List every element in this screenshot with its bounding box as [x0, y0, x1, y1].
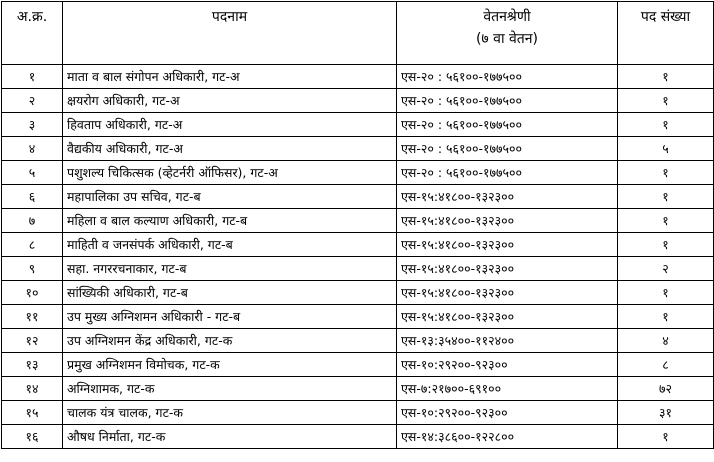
cell-pay-scale: एस-२० : ५६१००-१७७५०० [397, 137, 618, 161]
cell-serial: १२ [2, 329, 63, 353]
cell-post: प्रमुख अग्निशमन विमोचक, गट-क [63, 353, 397, 377]
cell-post: हिवताप अधिकारी, गट-अ [63, 113, 397, 137]
cell-count: ७२ [618, 377, 714, 401]
table-row [2, 233, 714, 257]
table-header [2, 2, 714, 65]
cell-pay-scale: एस-७:२१७००-६९१०० [397, 377, 618, 401]
cell-serial: ९ [2, 257, 63, 281]
cell-pay-scale: एस-१४:३८६००-१२२८०० [397, 425, 618, 449]
cell-pay-scale: एस-१५:४१८००-१३२३०० [397, 233, 618, 257]
cell-serial: ६ [2, 185, 63, 209]
table-row [2, 257, 714, 281]
cell-count: ४ [618, 329, 714, 353]
cell-post: माहिती व जनसंपर्क अधिकारी, गट-ब [63, 233, 397, 257]
cell-pay-scale: एस-१५:४१८००-१३२३०० [397, 185, 618, 209]
cell-post: सहा. नगररचनाकार, गट-ब [63, 257, 397, 281]
cell-count: ५ [618, 137, 714, 161]
cell-count: १ [618, 161, 714, 185]
cell-pay-scale: एस-१०:२९२००-९२३०० [397, 353, 618, 377]
header-count: पद संख्या [618, 2, 714, 65]
table-row [2, 65, 714, 89]
table-row [2, 401, 714, 425]
table-row [2, 161, 714, 185]
cell-count: ८ [618, 353, 714, 377]
table-row [2, 113, 714, 137]
header-pay-scale [397, 2, 618, 65]
table-row [2, 89, 714, 113]
table-row [2, 377, 714, 401]
header-post: पदनाम [63, 2, 397, 65]
table-body [2, 65, 714, 449]
cell-count: १ [618, 233, 714, 257]
cell-pay-scale: एस-२० : ५६१००-१७७५०० [397, 113, 618, 137]
table-row [2, 137, 714, 161]
cell-count: १ [618, 113, 714, 137]
cell-post: उप मुख्य अग्निशमन अधिकारी - गट-ब [63, 305, 397, 329]
cell-pay-scale: एस-२० : ५६१००-१७७५०० [397, 65, 618, 89]
cell-pay-scale: एस-१३:३५४००-११२४०० [397, 329, 618, 353]
cell-pay-scale: एस-१५:४१८००-१३२३०० [397, 281, 618, 305]
cell-post: औषध निर्माता, गट-क [63, 425, 397, 449]
cell-count: ३१ [618, 401, 714, 425]
cell-count: १ [618, 65, 714, 89]
table-row [2, 305, 714, 329]
cell-serial: १० [2, 281, 63, 305]
cell-serial: ७ [2, 209, 63, 233]
cell-count: १ [618, 185, 714, 209]
cell-serial: १६ [2, 425, 63, 449]
cell-post: अग्निशामक, गट-क [63, 377, 397, 401]
cell-pay-scale: एस-२० : ५६१००-१७७५०० [397, 89, 618, 113]
cell-serial: ५ [2, 161, 63, 185]
cell-post: महिला व बाल कल्याण अधिकारी, गट-ब [63, 209, 397, 233]
cell-pay-scale: एस-१५:४१८००-१३२३०० [397, 257, 618, 281]
cell-serial: १३ [2, 353, 63, 377]
table-row [2, 329, 714, 353]
cell-serial: ३ [2, 113, 63, 137]
cell-post: पशुशल्य चिकित्सक (व्हेटर्नरी ऑफिसर), गट-अ [63, 161, 397, 185]
cell-pay-scale: एस-१५:४१८००-१३२३०० [397, 305, 618, 329]
cell-serial: १५ [2, 401, 63, 425]
table-row [2, 425, 714, 449]
cell-count: १ [618, 425, 714, 449]
posts-table [1, 1, 714, 449]
cell-pay-scale: एस-२० : ५६१००-१७७५०० [397, 161, 618, 185]
cell-serial: ४ [2, 137, 63, 161]
cell-serial: १ [2, 65, 63, 89]
cell-count: १ [618, 89, 714, 113]
cell-post: वैद्यकीय अधिकारी, गट-अ [63, 137, 397, 161]
header-serial: अ.क्र. [2, 2, 63, 65]
cell-serial: १४ [2, 377, 63, 401]
cell-pay-scale: एस-१०:२९२००-९२३०० [397, 401, 618, 425]
cell-post: माता व बाल संगोपन अधिकारी, गट-अ [63, 65, 397, 89]
cell-count: १ [618, 209, 714, 233]
cell-post: उप अग्निशमन केंद्र अधिकारी, गट-क [63, 329, 397, 353]
table-row [2, 353, 714, 377]
cell-count: १ [618, 305, 714, 329]
header-pay-line1: वेतनश्रेणी [483, 9, 531, 25]
cell-serial: ११ [2, 305, 63, 329]
header-row [2, 2, 714, 65]
cell-post: क्षयरोग अधिकारी, गट-अ [63, 89, 397, 113]
cell-post: चालक यंत्र चालक, गट-क [63, 401, 397, 425]
header-pay-line2: (७ वा वेतन) [475, 31, 539, 47]
cell-serial: ८ [2, 233, 63, 257]
table-row [2, 185, 714, 209]
table-row [2, 209, 714, 233]
table-row [2, 281, 714, 305]
cell-post: सांख्यिकी अधिकारी, गट-ब [63, 281, 397, 305]
cell-count: १ [618, 281, 714, 305]
cell-post: महापालिका उप सचिव, गट-ब [63, 185, 397, 209]
cell-serial: २ [2, 89, 63, 113]
cell-pay-scale: एस-१५:४१८००-१३२३०० [397, 209, 618, 233]
cell-count: २ [618, 257, 714, 281]
